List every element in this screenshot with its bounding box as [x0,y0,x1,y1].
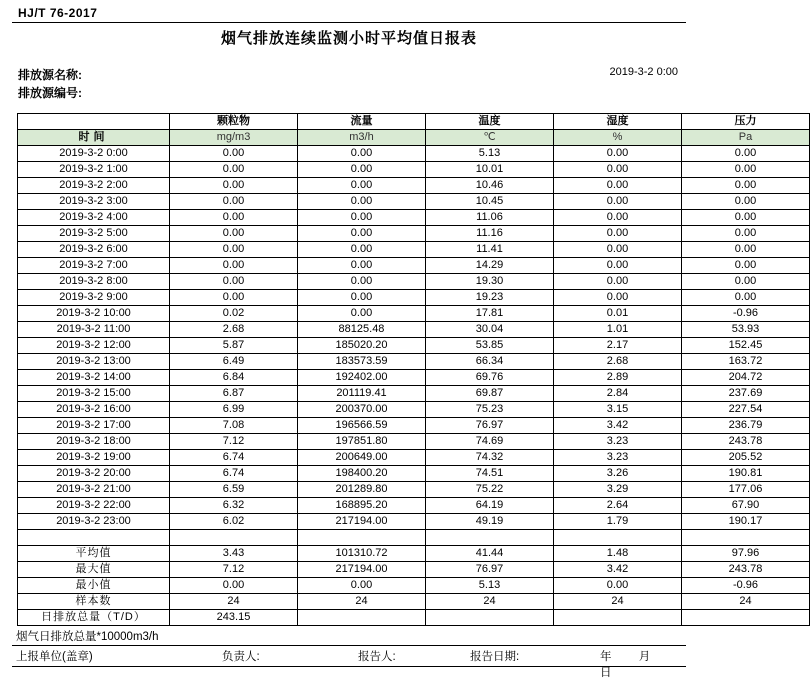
cell-value: 0.00 [298,258,426,274]
table-unit-row [18,130,810,146]
source-code-label: 排放源编号: [18,86,82,100]
footer-date-label: 报告日期: [470,651,520,663]
cell-value: 11.41 [426,242,554,258]
cell-value: 190.81 [682,466,810,482]
footer-note: 烟气日排放总量*10000m3/h [16,631,159,643]
cell-value: 1.01 [554,322,682,338]
cell-time: 2019-3-2 10:00 [18,306,170,322]
cell-value: -0.96 [682,306,810,322]
cell-value: 0.00 [298,290,426,306]
summary-row-min [18,578,810,594]
daily-total-label: 日排放总量（T/D） [18,610,170,626]
cell-value: 5.13 [426,146,554,162]
summary-row-count [18,594,810,610]
cell-value: 201289.80 [298,482,426,498]
cell-value: 53.93 [682,322,810,338]
cell-value: 6.87 [170,386,298,402]
cell-value: 7.12 [170,434,298,450]
cell-value: 3.42 [554,418,682,434]
cell-value: 6.49 [170,354,298,370]
cell-value: 183573.59 [298,354,426,370]
cell-value: 217194.00 [298,562,426,578]
cell-value: 11.16 [426,226,554,242]
spacer-cell [298,530,426,546]
table-row [18,482,810,498]
cell-value: 0.00 [682,162,810,178]
cell-value: 2.68 [554,354,682,370]
cell-time: 2019-3-2 17:00 [18,418,170,434]
report-datetime: 2019-3-2 0:00 [609,66,678,78]
cell-value: 0.00 [298,242,426,258]
cell-value: 10.01 [426,162,554,178]
cell-value: 0.00 [170,290,298,306]
cell-value: 24 [426,594,554,610]
header-unit-3: % [554,130,682,146]
cell-time: 2019-3-2 20:00 [18,466,170,482]
header-unit-1: m3/h [298,130,426,146]
cell-time: 2019-3-2 4:00 [18,210,170,226]
spacer-cell [682,530,810,546]
cell-value: 237.69 [682,386,810,402]
cell-value: 0.00 [170,274,298,290]
cell-time: 2019-3-2 23:00 [18,514,170,530]
header-time-label: 时间 [18,130,170,146]
table-row [18,162,810,178]
cell-value: 3.23 [554,434,682,450]
cell-value: 6.02 [170,514,298,530]
cell-value: 197851.80 [298,434,426,450]
spacer-cell [18,530,170,546]
cell-time: 2019-3-2 9:00 [18,290,170,306]
summary-label: 样本数 [18,594,170,610]
table-row [18,258,810,274]
page-title: 烟气排放连续监测小时平均值日报表 [220,30,477,47]
header-param-1: 流量 [298,114,426,130]
cell-value: 0.00 [170,194,298,210]
cell-value: 198400.20 [298,466,426,482]
cell-value: 0.00 [170,242,298,258]
cell-value: 177.06 [682,482,810,498]
cell-value: 0.00 [298,146,426,162]
daily-total-value: 243.15 [170,610,298,626]
cell-value: 24 [554,594,682,610]
spacer-cell [554,530,682,546]
cell-value: 0.00 [682,258,810,274]
cell-value: 204.72 [682,370,810,386]
table-row [18,386,810,402]
cell-value: 97.96 [682,546,810,562]
table-row [18,194,810,210]
cell-value: 24 [682,594,810,610]
cell-time: 2019-3-2 8:00 [18,274,170,290]
table-row [18,306,810,322]
cell-value: 6.59 [170,482,298,498]
cell-time: 2019-3-2 12:00 [18,338,170,354]
cell-value: 0.00 [554,578,682,594]
cell-value: 152.45 [682,338,810,354]
cell-value: 0.00 [298,306,426,322]
cell-value: 11.06 [426,210,554,226]
cell-value: 200370.00 [298,402,426,418]
cell-value: 0.00 [170,162,298,178]
empty-cell [682,610,810,626]
cell-value: 76.97 [426,562,554,578]
cell-value: 74.32 [426,450,554,466]
empty-cell [554,610,682,626]
cell-value: 0.00 [682,194,810,210]
empty-cell [298,610,426,626]
cell-time: 2019-3-2 3:00 [18,194,170,210]
table-row [18,178,810,194]
cell-time: 2019-3-2 18:00 [18,434,170,450]
cell-time: 2019-3-2 5:00 [18,226,170,242]
cell-value: 0.00 [170,210,298,226]
table-row [18,226,810,242]
cell-value: 0.00 [554,226,682,242]
cell-value: 0.00 [682,210,810,226]
table-row [18,434,810,450]
table-row [18,354,810,370]
cell-value: 2.64 [554,498,682,514]
cell-value: 67.90 [682,498,810,514]
cell-value: 0.00 [298,578,426,594]
header-corner-cell [18,114,170,130]
header-param-2: 温度 [426,114,554,130]
cell-value: 0.00 [298,226,426,242]
cell-value: 190.17 [682,514,810,530]
cell-value: 0.00 [554,178,682,194]
header-param-3: 湿度 [554,114,682,130]
cell-value: 0.00 [682,274,810,290]
cell-value: 2.17 [554,338,682,354]
hourly-average-table [17,113,810,626]
cell-value: 41.44 [426,546,554,562]
cell-value: 6.84 [170,370,298,386]
cell-value: 0.00 [170,178,298,194]
summary-label: 最小值 [18,578,170,594]
table-row [18,418,810,434]
cell-value: 205.52 [682,450,810,466]
cell-time: 2019-3-2 14:00 [18,370,170,386]
cell-time: 2019-3-2 22:00 [18,498,170,514]
cell-value: 76.97 [426,418,554,434]
cell-value: 0.00 [298,194,426,210]
header-unit-0: mg/m3 [170,130,298,146]
table-row [18,450,810,466]
source-name-label: 排放源名称: [18,68,82,82]
spacer-row [18,530,810,546]
cell-value: 0.02 [170,306,298,322]
cell-value: 10.45 [426,194,554,210]
cell-value: 0.00 [554,242,682,258]
header-unit-4: Pa [682,130,810,146]
cell-value: 0.00 [298,178,426,194]
table-row [18,514,810,530]
cell-value: 0.00 [682,242,810,258]
empty-cell [426,610,554,626]
cell-value: 14.29 [426,258,554,274]
cell-value: 17.81 [426,306,554,322]
cell-value: 243.78 [682,562,810,578]
cell-value: 53.85 [426,338,554,354]
cell-value: 0.00 [554,162,682,178]
cell-value: 236.79 [682,418,810,434]
cell-time: 2019-3-2 16:00 [18,402,170,418]
cell-value: 0.00 [554,146,682,162]
cell-value: 0.00 [682,290,810,306]
cell-value: 6.74 [170,466,298,482]
standard-code: HJ/T 76-2017 [18,6,98,20]
cell-value: 49.19 [426,514,554,530]
cell-value: 64.19 [426,498,554,514]
cell-value: 168895.20 [298,498,426,514]
cell-value: 24 [298,594,426,610]
cell-value: 3.23 [554,450,682,466]
cell-time: 2019-3-2 1:00 [18,162,170,178]
cell-value: 0.00 [682,178,810,194]
cell-value: 1.79 [554,514,682,530]
cell-value: 69.76 [426,370,554,386]
table-row [18,498,810,514]
cell-value: 0.00 [554,274,682,290]
cell-value: 19.30 [426,274,554,290]
cell-value: 6.74 [170,450,298,466]
spacer-cell [426,530,554,546]
cell-value: 0.00 [170,578,298,594]
footer-reporter-label: 报告人: [358,651,396,663]
cell-time: 2019-3-2 15:00 [18,386,170,402]
cell-value: 7.08 [170,418,298,434]
cell-value: 24 [170,594,298,610]
table-row [18,322,810,338]
cell-value: 243.78 [682,434,810,450]
cell-value: -0.96 [682,578,810,594]
cell-value: 0.00 [554,258,682,274]
cell-value: 185020.20 [298,338,426,354]
cell-value: 0.00 [298,162,426,178]
cell-value: 6.32 [170,498,298,514]
table-row [18,370,810,386]
table-row [18,146,810,162]
cell-value: 88125.48 [298,322,426,338]
table-header-row [18,114,810,130]
cell-value: 19.23 [426,290,554,306]
cell-value: 0.01 [554,306,682,322]
footer-responsible-label: 负责人: [222,651,260,663]
summary-row-max [18,562,810,578]
cell-value: 101310.72 [298,546,426,562]
cell-time: 2019-3-2 21:00 [18,482,170,498]
cell-value: 10.46 [426,178,554,194]
footer-ymd: 年 月 日 [600,651,663,679]
cell-time: 2019-3-2 0:00 [18,146,170,162]
cell-value: 2.89 [554,370,682,386]
cell-value: 0.00 [682,146,810,162]
cell-value: 196566.59 [298,418,426,434]
cell-value: 5.13 [426,578,554,594]
cell-value: 200649.00 [298,450,426,466]
table-row [18,290,810,306]
cell-value: 0.00 [298,274,426,290]
table-row [18,466,810,482]
cell-value: 201119.41 [298,386,426,402]
cell-value: 0.00 [554,210,682,226]
cell-value: 163.72 [682,354,810,370]
cell-value: 69.87 [426,386,554,402]
cell-value: 74.69 [426,434,554,450]
cell-value: 5.87 [170,338,298,354]
table-row [18,402,810,418]
cell-value: 74.51 [426,466,554,482]
footer-unit-label: 上报单位(盖章) [16,651,93,663]
summary-label: 平均值 [18,546,170,562]
cell-value: 0.00 [554,290,682,306]
cell-value: 0.00 [170,146,298,162]
header-param-4: 压力 [682,114,810,130]
cell-time: 2019-3-2 2:00 [18,178,170,194]
table-row [18,210,810,226]
cell-value: 0.00 [298,210,426,226]
cell-value: 3.42 [554,562,682,578]
footer-divider-top [12,645,686,646]
cell-value: 75.22 [426,482,554,498]
cell-value: 192402.00 [298,370,426,386]
summary-label: 最大值 [18,562,170,578]
table-row [18,274,810,290]
cell-value: 3.29 [554,482,682,498]
cell-value: 7.12 [170,562,298,578]
cell-value: 2.84 [554,386,682,402]
top-divider [12,22,686,23]
cell-time: 2019-3-2 7:00 [18,258,170,274]
cell-value: 6.99 [170,402,298,418]
cell-value: 30.04 [426,322,554,338]
header-param-0: 颗粒物 [170,114,298,130]
spacer-cell [170,530,298,546]
cell-time: 2019-3-2 13:00 [18,354,170,370]
cell-value: 0.00 [170,226,298,242]
cell-value: 217194.00 [298,514,426,530]
cell-value: 0.00 [682,226,810,242]
cell-value: 66.34 [426,354,554,370]
cell-time: 2019-3-2 11:00 [18,322,170,338]
cell-time: 2019-3-2 6:00 [18,242,170,258]
cell-value: 75.23 [426,402,554,418]
daily-total-row [18,610,810,626]
footer-divider-bottom [12,666,686,667]
table-row [18,242,810,258]
summary-row-average [18,546,810,562]
cell-time: 2019-3-2 19:00 [18,450,170,466]
table-row [18,338,810,354]
cell-value: 1.48 [554,546,682,562]
header-unit-2: ℃ [426,130,554,146]
cell-value: 227.54 [682,402,810,418]
cell-value: 2.68 [170,322,298,338]
cell-value: 0.00 [170,258,298,274]
cell-value: 0.00 [554,194,682,210]
cell-value: 3.43 [170,546,298,562]
cell-value: 3.15 [554,402,682,418]
cell-value: 3.26 [554,466,682,482]
